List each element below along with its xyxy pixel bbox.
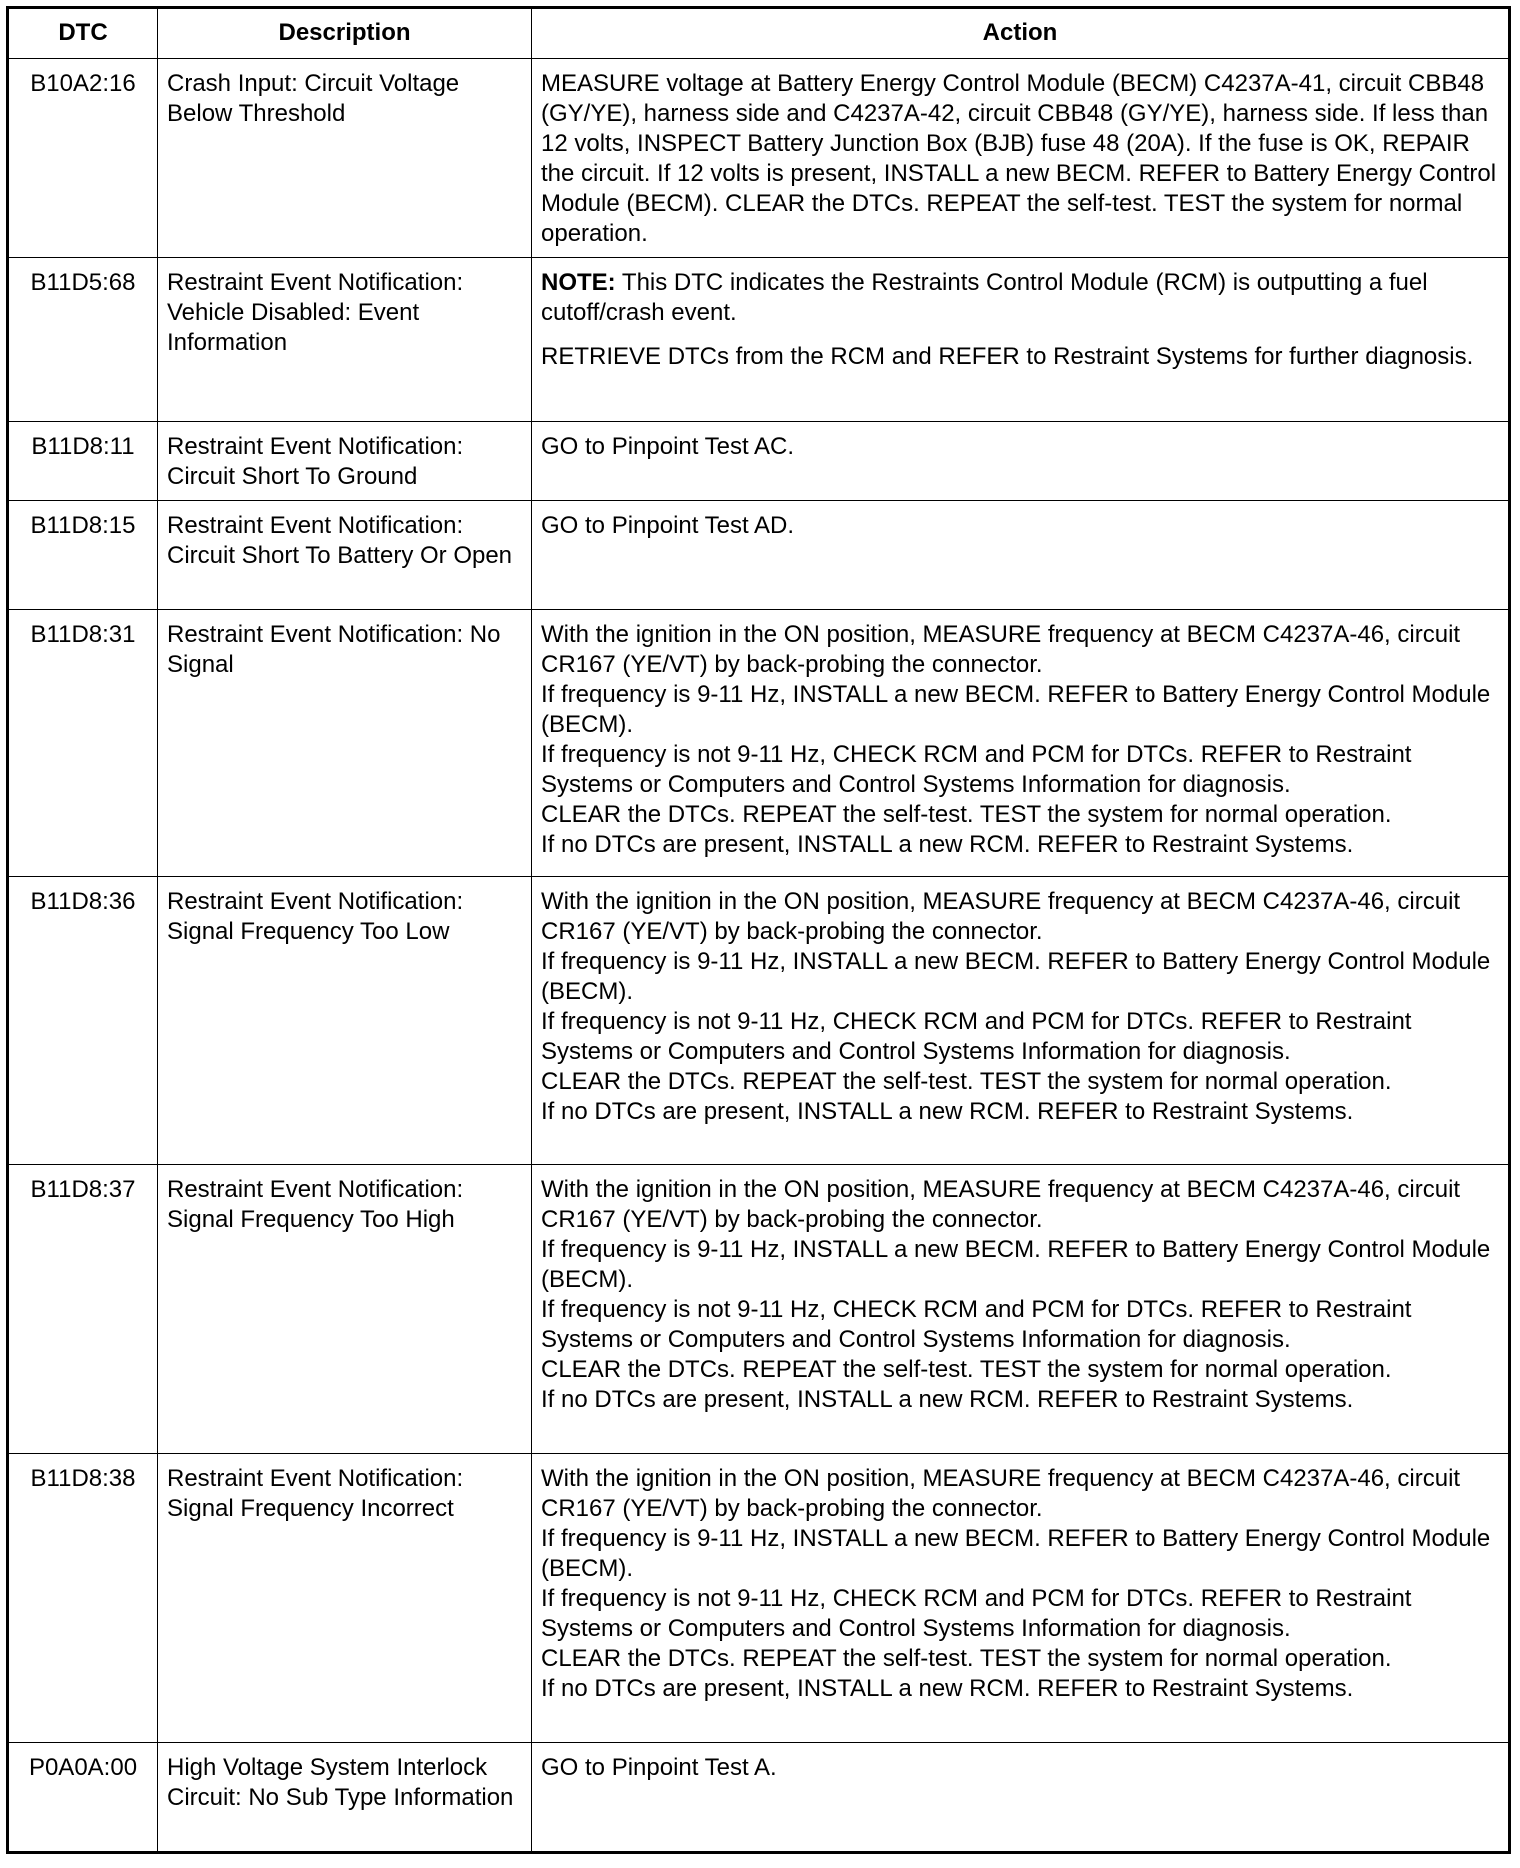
note-text: This DTC indicates the Restraints Control Module (RCM) is outputting a fuel cutoff/crash event. (541, 269, 1428, 326)
action-paragraph: With the ignition in the ON position, MEASURE frequency at BECM C4237A-46, circuit CR167 (YE/VT) by back-probing the connector. (541, 1465, 1461, 1522)
dtc-code: B11D8:15 (8, 501, 158, 610)
action-paragraph: MEASURE voltage at Battery Energy Control Module (BECM) C4237A-41, circuit CBB48 (GY/YE), harness side and C4237A-42, circuit CBB48 (GY/YE), harness side. If less than 12 volts, INSPECT Battery Junction Box (BJB) fuse 48 (20A). If the fuse is OK, REPAIR the circuit. If 12 volts is present, INSTALL a new BECM. REFER to Battery Energy Control Module (BECM). CLEAR the DTCs. REPEAT the self-test. TEST the system for normal operation. (541, 70, 1497, 247)
dtc-code: B11D8:11 (8, 422, 158, 501)
dtc-code: P0A0A:00 (8, 1743, 158, 1853)
action-paragraph: If no DTCs are present, INSTALL a new RCM. REFER to Restraint Systems. (541, 1386, 1354, 1413)
action-paragraph: GO to Pinpoint Test AC. (541, 433, 795, 460)
dtc-description: Restraint Event Notification: Circuit Short To Battery Or Open (158, 501, 532, 610)
table-row (8, 1454, 1510, 1743)
action-paragraph: If frequency is 9-11 Hz, INSTALL a new BECM. REFER to Battery Energy Control Module (BECM). (541, 948, 1491, 1005)
table-row (8, 258, 1510, 422)
action-paragraph: If frequency is not 9-11 Hz, CHECK RCM and PCM for DTCs. REFER to Restraint Systems or Computers and Control Systems Information for diagnosis. (541, 1008, 1412, 1065)
dtc-code: B11D8:36 (8, 877, 158, 1165)
table-row (8, 877, 1510, 1165)
table-header-row (8, 8, 1510, 59)
dtc-action (532, 501, 1510, 610)
action-paragraph: CLEAR the DTCs. REPEAT the self-test. TEST the system for normal operation. (541, 1356, 1392, 1383)
action-paragraph: If no DTCs are present, INSTALL a new RCM. REFER to Restraint Systems. (541, 831, 1354, 858)
table-row (8, 610, 1510, 877)
action-paragraph: With the ignition in the ON position, MEASURE frequency at BECM C4237A-46, circuit CR167 (YE/VT) by back-probing the connector. (541, 888, 1461, 945)
header-description: Description (158, 8, 532, 59)
table-row (8, 1165, 1510, 1454)
action-paragraph: If frequency is 9-11 Hz, INSTALL a new BECM. REFER to Battery Energy Control Module (BECM). (541, 1236, 1491, 1293)
table-row (8, 59, 1510, 258)
dtc-action (532, 1743, 1510, 1853)
action-paragraph: If no DTCs are present, INSTALL a new RCM. REFER to Restraint Systems. (541, 1098, 1354, 1125)
note-label: NOTE: (541, 269, 616, 296)
dtc-code: B10A2:16 (8, 59, 158, 258)
dtc-code: B11D5:68 (8, 258, 158, 422)
dtc-code: B11D8:37 (8, 1165, 158, 1454)
dtc-description: Crash Input: Circuit Voltage Below Threshold (158, 59, 532, 258)
dtc-action (532, 422, 1510, 501)
table-row (8, 422, 1510, 501)
dtc-action (532, 59, 1510, 258)
action-paragraph: If frequency is not 9-11 Hz, CHECK RCM and PCM for DTCs. REFER to Restraint Systems or Computers and Control Systems Information for diagnosis. (541, 741, 1412, 798)
header-action: Action (532, 8, 1510, 59)
dtc-action (532, 1165, 1510, 1454)
dtc-description: Restraint Event Notification: Signal Frequency Too High (158, 1165, 532, 1454)
table-row (8, 1743, 1510, 1853)
action-paragraph: If frequency is 9-11 Hz, INSTALL a new BECM. REFER to Battery Energy Control Module (BECM). (541, 1525, 1491, 1582)
action-paragraph: RETRIEVE DTCs from the RCM and REFER to Restraint Systems for further diagnosis. (541, 343, 1474, 370)
dtc-action (532, 877, 1510, 1165)
note-paragraph (541, 268, 1502, 328)
dtc-code: B11D8:31 (8, 610, 158, 877)
dtc-description: Restraint Event Notification: Vehicle Disabled: Event Information (158, 258, 532, 422)
dtc-description: Restraint Event Notification: Signal Frequency Incorrect (158, 1454, 532, 1743)
action-paragraph: If no DTCs are present, INSTALL a new RCM. REFER to Restraint Systems. (541, 1675, 1354, 1702)
action-paragraph: If frequency is not 9-11 Hz, CHECK RCM and PCM for DTCs. REFER to Restraint Systems or Computers and Control Systems Information for diagnosis. (541, 1296, 1412, 1353)
dtc-description: Restraint Event Notification: Signal Frequency Too Low (158, 877, 532, 1165)
dtc-code: B11D8:38 (8, 1454, 158, 1743)
dtc-description: Restraint Event Notification: No Signal (158, 610, 532, 877)
action-paragraph: If frequency is 9-11 Hz, INSTALL a new BECM. REFER to Battery Energy Control Module (BECM). (541, 681, 1491, 738)
action-paragraph: GO to Pinpoint Test AD. (541, 512, 795, 539)
action-paragraph: If frequency is not 9-11 Hz, CHECK RCM and PCM for DTCs. REFER to Restraint Systems or Computers and Control Systems Information for diagnosis. (541, 1585, 1412, 1642)
action-paragraph: CLEAR the DTCs. REPEAT the self-test. TEST the system for normal operation. (541, 1068, 1392, 1095)
dtc-action (532, 258, 1510, 422)
action-paragraph: With the ignition in the ON position, MEASURE frequency at BECM C4237A-46, circuit CR167 (YE/VT) by back-probing the connector. (541, 621, 1461, 678)
dtc-description: Restraint Event Notification: Circuit Short To Ground (158, 422, 532, 501)
dtc-action (532, 610, 1510, 877)
dtc-description: High Voltage System Interlock Circuit: No Sub Type Information (158, 1743, 532, 1853)
header-dtc: DTC (8, 8, 158, 59)
dtc-action (532, 1454, 1510, 1743)
action-paragraph: CLEAR the DTCs. REPEAT the self-test. TEST the system for normal operation. (541, 1645, 1392, 1672)
table-row (8, 501, 1510, 610)
dtc-table (6, 6, 1511, 1854)
action-paragraph: CLEAR the DTCs. REPEAT the self-test. TEST the system for normal operation. (541, 801, 1392, 828)
action-paragraph: With the ignition in the ON position, MEASURE frequency at BECM C4237A-46, circuit CR167 (YE/VT) by back-probing the connector. (541, 1176, 1461, 1233)
action-paragraph: GO to Pinpoint Test A. (541, 1754, 777, 1781)
